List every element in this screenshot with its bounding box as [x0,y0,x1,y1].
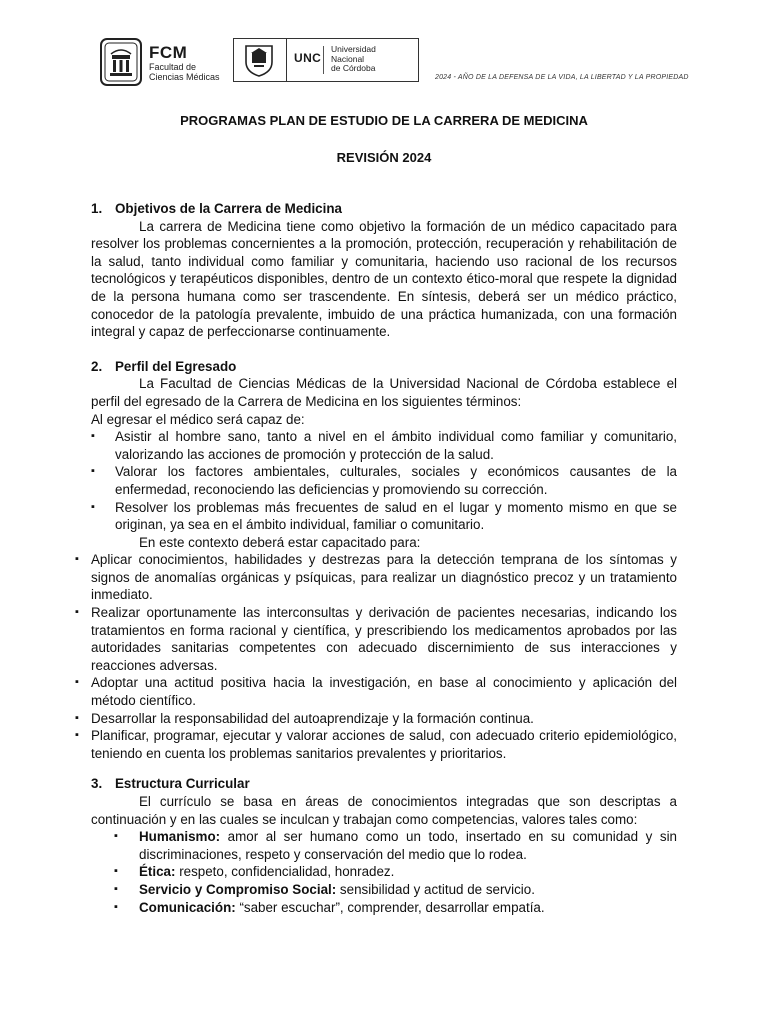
section-3-intro: El currículo se basa en áreas de conocimientos integradas que son descriptas a continuación y en las cuales se inculcan y trabajan como competencias, valores tales como: [91,794,677,827]
bullet-icon: ▪ [91,430,95,443]
fcm-line1: Facultad de [149,62,197,72]
bullet-icon: ▪ [114,865,118,878]
section-1-paragraph: La carrera de Medicina tiene como objetivo la formación de un médico capacitado para resolver los problemas concernientes a la promoción, protección, recuperación y rehabilitación de la salud, tanto individual como familiar y comunitaria, haciendo uso racional de los recursos tecnológicos y terapéuticos disponibles, dentro de un contexto ético-moral que respete la dignidad de la persona humana como ser trascendente. En síntesis, deberá ser un médico práctico, conocedor de la patología prevalente, imbuido de una práctica humanizada, con una formación integral y capaz de perfeccionarse continuamente. [91,218,677,340]
bullet-icon: ▪ [75,606,79,619]
list-item: ▪ Valorar los factores ambientales, culturales, sociales y económicos causantes de la enfermedad, reconociendo las deficiencias y promoviendo su corrección. [91,464,677,497]
list-item: ▪ Comunicación: “saber escuchar”, comprender, desarrollar empatía. [114,899,545,915]
list-item: ▪ Desarrollar la responsabilidad del autoaprendizaje y la formación continua. [75,710,534,726]
bullet-icon: ▪ [75,676,79,689]
section-1-heading: 1. Objetivos de la Carrera de Medicina [91,201,342,216]
section-2-intro: La Facultad de Ciencias Médicas de la Universidad Nacional de Córdoba establece el perfil del egresado de la Carrera de Medicina en los siguientes términos: [91,376,677,409]
bullet-icon: ▪ [91,465,95,478]
bullet-icon: ▪ [75,553,79,566]
section-3-heading: 3. Estructura Curricular [91,776,250,792]
unc-abbr: UNC [294,51,322,65]
bullet-icon: ▪ [91,500,95,513]
fcm-wordmark [149,44,220,82]
fcm-line2: Ciencias Médicas [149,72,220,82]
year-motto: 2024 - AÑO DE LA DEFENSA DE LA VIDA, LA LIBERTAD Y LA PROPIEDAD [435,74,689,81]
list-item: ▪ Realizar oportunamente las interconsultas y derivación de pacientes necesarias, indicando los tratamientos en forma racional y científica, y prescribiendo los medicamentos aprobados por las autoridades sanitarias competentes con adecuado discernimiento de sus interacciones y reacciones adversas. [75,605,677,673]
document-subtitle: REVISIÓN 2024 [336,150,432,165]
section-2-context: En este contexto deberá estar capacitado para: [139,534,421,550]
list-item: ▪ Aplicar conocimientos, habilidades y destrezas para la detección temprana de los síntomas y signos de anomalías orgánicas y psíquicas, para realizar un diagnóstico precoz y un tratamiento inmediato. [75,552,677,603]
unc-shield-icon [244,44,274,77]
bullet-icon: ▪ [75,711,79,724]
list-item: ▪ Ética: respeto, confidencialidad, honradez. [114,864,395,880]
section-2-heading: 2. Perfil del Egresado [91,358,237,374]
document-body [75,200,677,916]
fcm-abbr: FCM [149,43,188,62]
list-item: ▪ Humanismo: amor al ser humano como un todo, insertado en su comunidad y sin discriminaciones, respeto y conservación del medio que lo rodea. [114,829,677,862]
list-item: ▪ Planificar, programar, ejecutar y valorar acciones de salud, con adecuado criterio epidemiológico, teniendo en cuenta los problemas sanitarios prevalentes y prioritarios. [75,728,677,761]
list-item: ▪ Resolver los problemas más frecuentes de salud en el lugar y momento mismo en que se originan, ya sea en el ámbito individual, familiar o comunitario. [91,499,677,533]
document-title: PROGRAMAS PLAN DE ESTUDIO DE LA CARRERA DE MEDICINA [180,113,588,128]
list-item: ▪ Servicio y Compromiso Social: sensibilidad y actitud de servicio. [114,881,535,897]
bullet-icon: ▪ [114,900,118,913]
letterhead [100,34,689,90]
list-item: ▪ Adoptar una actitud positiva hacia la investigación, en base al conocimiento y aplicación del método científico. [75,675,677,709]
unc-fullname: Universidad Nacional de Córdoba [331,44,376,73]
unc-logo [233,38,419,82]
list-item: ▪ Asistir al hombre sano, tanto a nivel en el ámbito individual como familiar y comunitario, valorizando las acciones de promoción y protección de la salud. [91,429,677,462]
bullet-icon: ▪ [114,830,118,843]
fcm-seal-icon [100,38,142,86]
bullet-icon: ▪ [75,729,79,742]
bullet-icon: ▪ [114,882,118,895]
section-2-lead: Al egresar el médico será capaz de: [91,411,305,427]
